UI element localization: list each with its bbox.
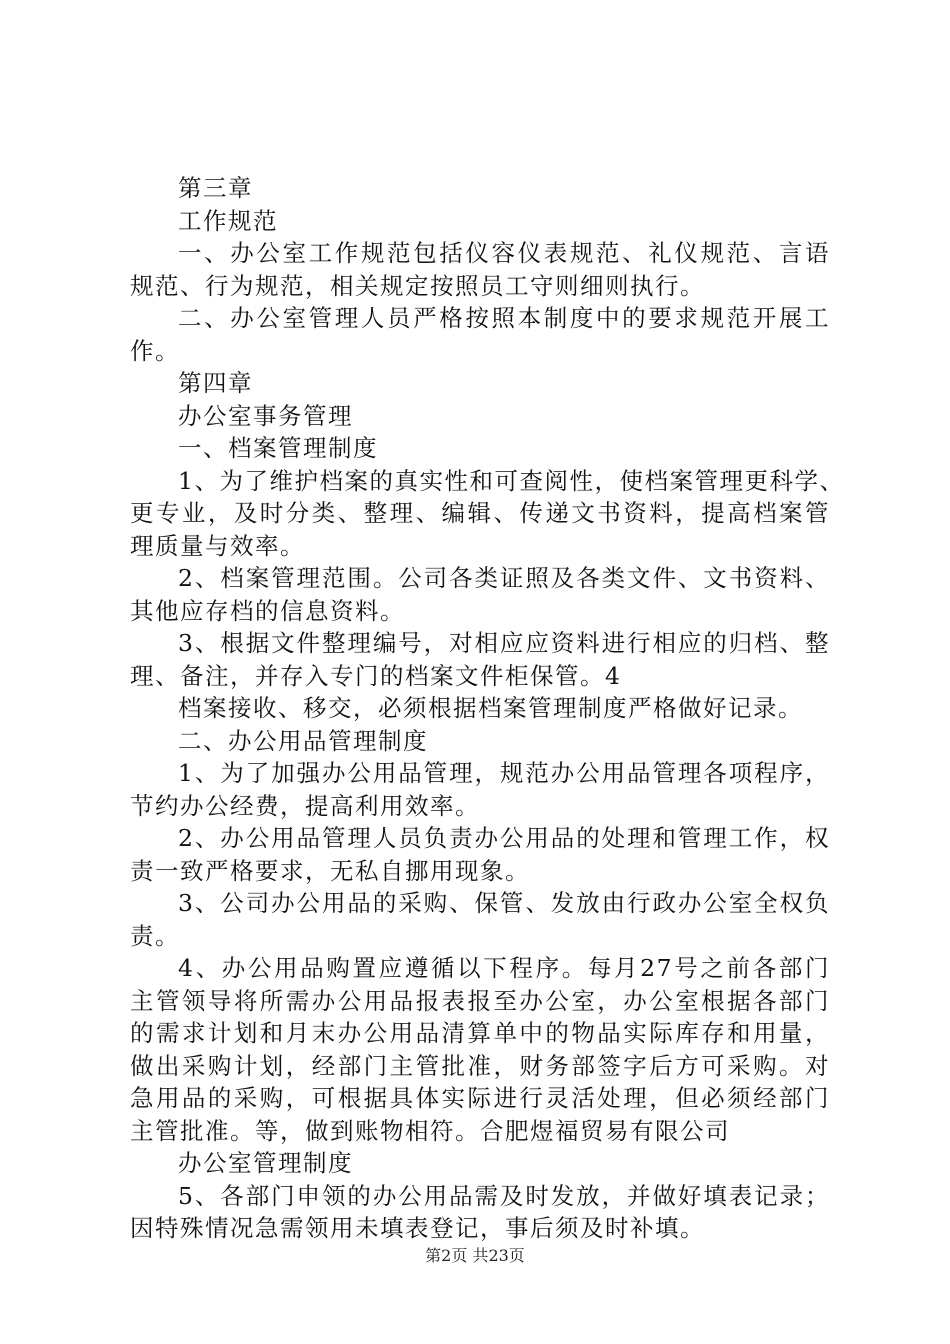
- text-line: 责一致严格要求，无私自挪用现象。: [130, 856, 530, 885]
- document-body: [130, 172, 845, 1245]
- text-line: 做出采购计划，经部门主管批准，财务部签字后方可采购。对: [130, 1051, 830, 1080]
- text-line: 工作规范: [178, 206, 278, 235]
- text-line: 主管领导将所需办公用品报表报至办公室，办公室根据各部门: [130, 986, 830, 1015]
- text-line: 3、公司办公用品的采购、保管、发放由行政办公室全权负: [178, 889, 830, 917]
- text-line: 档案接收、移交，必须根据档案管理制度严格做好记录。: [178, 694, 803, 722]
- text-line: 一、办公室工作规范包括仪容仪表规范、礼仪规范、言语: [178, 239, 830, 267]
- text-line: 其他应存档的信息资料。: [130, 596, 405, 625]
- text-line: 办公室事务管理: [178, 401, 353, 430]
- text-line: 主管批准。等，做到账物相符。合肥煜福贸易有限公司: [130, 1116, 730, 1145]
- text-line: 办公室管理制度: [178, 1149, 353, 1177]
- text-line: 的需求计划和月末办公用品清算单中的物品实际库存和用量，: [130, 1019, 830, 1047]
- page-footer: [0, 1243, 950, 1266]
- text-line: 2、办公用品管理人员负责办公用品的处理和管理工作，权: [178, 824, 830, 852]
- text-line: 理、备注，并存入专门的档案文件柜保管。4: [130, 661, 622, 690]
- text-line: 因特殊情况急需领用未填表登记，事后须及时补填。: [130, 1214, 705, 1242]
- text-line: 责。: [130, 921, 180, 950]
- text-line: 1、为了维护档案的真实性和可查阅性，使档案管理更科学、: [178, 466, 845, 495]
- text-line: 二、办公用品管理制度: [178, 726, 428, 755]
- text-line: 第四章: [178, 369, 253, 397]
- text-line: 第三章: [178, 174, 253, 202]
- text-line: 更专业，及时分类、整理、编辑、传递文书资料，提高档案管: [130, 499, 830, 527]
- text-line: 一、档案管理制度: [178, 434, 378, 462]
- text-line: 2、档案管理范围。公司各类证照及各类文件、文书资料、: [178, 564, 830, 592]
- text-line: 作。: [130, 336, 180, 365]
- text-line: 急用品的采购，可根据具体实际进行灵活处理，但必须经部门: [130, 1084, 830, 1112]
- text-line: 5、各部门申领的办公用品需及时发放，并做好填表记录；: [178, 1181, 830, 1210]
- text-line: 二、办公室管理人员严格按照本制度中的要求规范开展工: [178, 304, 830, 332]
- text-line: 4、办公用品购置应遵循以下程序。每月27号之前各部门: [178, 954, 830, 982]
- text-line: 规范、行为规范，相关规定按照员工守则细则执行。: [130, 271, 705, 300]
- text-line: 3、根据文件整理编号，对相应应资料进行相应的归档、整: [178, 629, 830, 657]
- text-line: 节约办公经费，提高利用效率。: [130, 791, 480, 820]
- text-line: 1、为了加强办公用品管理，规范办公用品管理各项程序，: [178, 759, 830, 787]
- page-number-label: 第2页 共23页: [425, 1246, 525, 1265]
- text-line: 理质量与效率。: [130, 531, 305, 560]
